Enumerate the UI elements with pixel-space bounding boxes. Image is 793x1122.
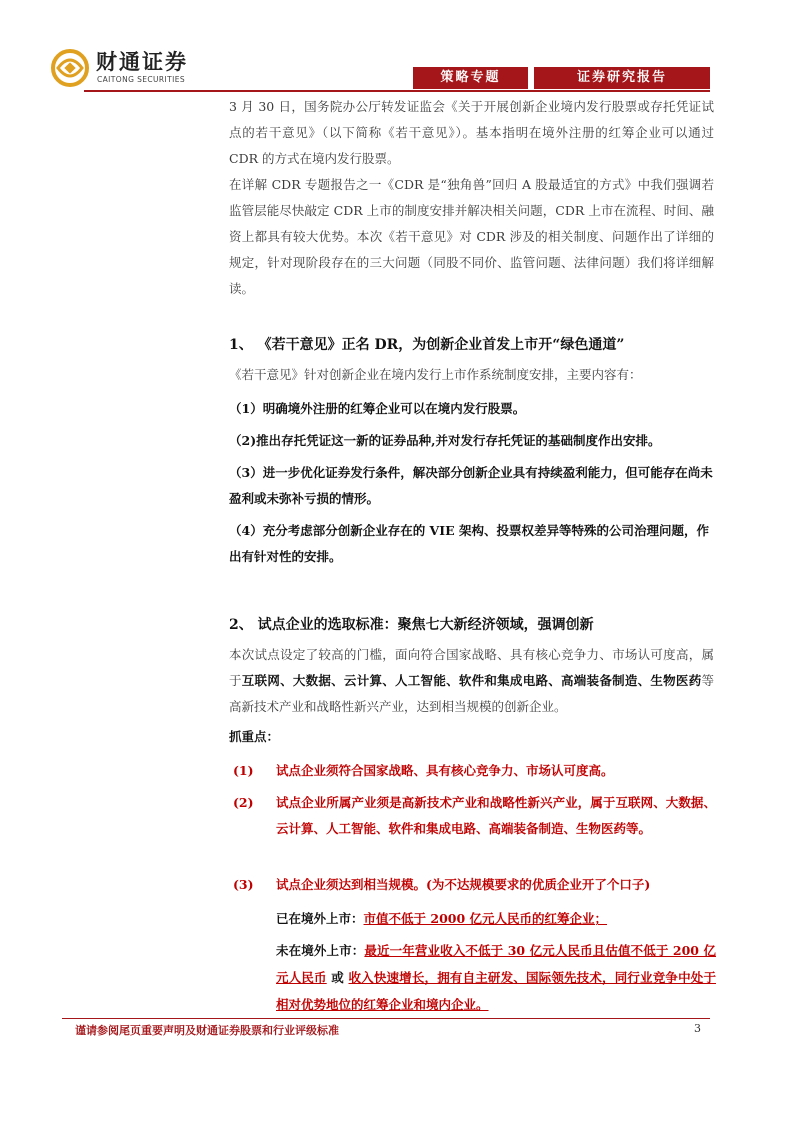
section-1-heading: 1、 《若干意见》正名 DR，为创新企业首发上市开“绿色通道” xyxy=(229,337,625,353)
section-1-lead: 《若干意见》针对创新企业在境内发行上市作系统制度安排，主要内容有： xyxy=(229,367,642,382)
intro-paragraph-2: 在详解 CDR 专题报告之一《CDR 是“独角兽”回归 A 股最适宜的方式》中我们强调若监管层能尽快敲定 CDR 上市的制度安排并解决相关问题，CDR 上市在流程、时间、融资上都具有较大优势。本次《若干意见》对 CDR 涉及的相关制度、问题作出了详细的规定，针对现阶段存在的三大问题（同股不同价、监管问题、法律问题）我们将详细解读。 xyxy=(229,177,714,296)
listed-label: 已在境外上市： xyxy=(276,911,364,926)
section-2-heading: 2、 试点企业的选取标准：聚焦七大新经济领域，强调创新 xyxy=(229,617,594,633)
section-1-item-2: （2)推出存托凭证这一新的证券品种,并对发行存托凭证的基础制度作出安排。 xyxy=(229,433,661,448)
section-2-lead-start: 本次试点设定了较高的门槛，面向符合国家战略、具有核心竞争力、市场认可度高，属于 xyxy=(229,647,714,688)
section-1-item-1: （1）明确境外注册的红筹企业可以在境内发行股票。 xyxy=(229,401,526,416)
section-2-lead-end: 等高新技术产业和战略性新兴产业，达到相当规模的创新企业。 xyxy=(229,673,714,714)
point-3-text: 试点企业须达到相当规模。(为不达规模要求的优质企业开了个口子) xyxy=(276,877,651,892)
report-category-tag: 策略专题 xyxy=(413,67,528,89)
point-2-text: 试点企业所属产业须是高新技术产业和战略性新兴产业，属于互联网、大数据、云计算、人工智能、软件和集成电路、高端装备制造、生物医药等。 xyxy=(276,795,716,836)
point-3-number: (3) xyxy=(233,877,254,892)
logo-chinese-name: 财通证券 xyxy=(96,50,188,74)
company-logo xyxy=(50,48,210,90)
unlisted-label: 未在境外上市： xyxy=(276,943,365,958)
point-2-number: (2) xyxy=(233,795,254,810)
page-number: 3 xyxy=(694,1022,701,1035)
header-divider xyxy=(84,90,710,92)
unlisted-text-1: 最近一年营业收入不低于 30 亿元人民币且估值不低于 200 亿元人民币 xyxy=(276,943,716,985)
footer-divider xyxy=(62,1018,710,1019)
section-1-item-3: （3）进一步优化证券发行条件，解决部分创新企业具有持续盈利能力，但可能存在尚未盈利或未弥补亏损的情形。 xyxy=(229,465,713,506)
section-2-industries: 互联网、大数据、云计算、人工智能、软件和集成电路、高端装备制造、生物医药 xyxy=(241,673,702,688)
section-1-item-4: （4）充分考虑部分创新企业存在的 VIE 架构、投票权差异等特殊的公司治理问题，作出有针对性的安排。 xyxy=(229,523,709,564)
point-1-text: 试点企业须符合国家战略、具有核心竞争力、市场认可度高。 xyxy=(276,763,614,778)
logo-emblem-icon xyxy=(50,48,90,88)
footer-disclaimer: 谨请参阅尾页重要声明及财通证券股票和行业评级标准 xyxy=(75,1024,339,1037)
point-1-number: (1) xyxy=(233,763,254,778)
unlisted-criteria xyxy=(276,937,716,1018)
intro-paragraph-1: 3 月 30 日，国务院办公厅转发证监会《关于开展创新企业境内发行股票或存托凭证试点的若干意见》（以下简称《若干意见》）。基本指明在境外注册的红筹企业可以通过 CDR 的方式在境内发行股票。 xyxy=(229,99,714,166)
report-type-tag: 证券研究报告 xyxy=(534,67,710,89)
listed-text: 市值不低于 2000 亿元人民币的红筹企业； xyxy=(363,911,608,926)
logo-english-name: CAITONG SECURITIES xyxy=(97,75,186,84)
unlisted-or: 或 xyxy=(326,970,349,985)
listed-criteria xyxy=(276,905,716,932)
unlisted-text-2: 收入快速增长，拥有自主研发、国际领先技术，同行业竞争中处于相对优势地位的红筹企业和境内企业。 xyxy=(276,970,716,1012)
section-2-lead xyxy=(229,642,714,720)
focus-label: 抓重点： xyxy=(229,729,280,744)
